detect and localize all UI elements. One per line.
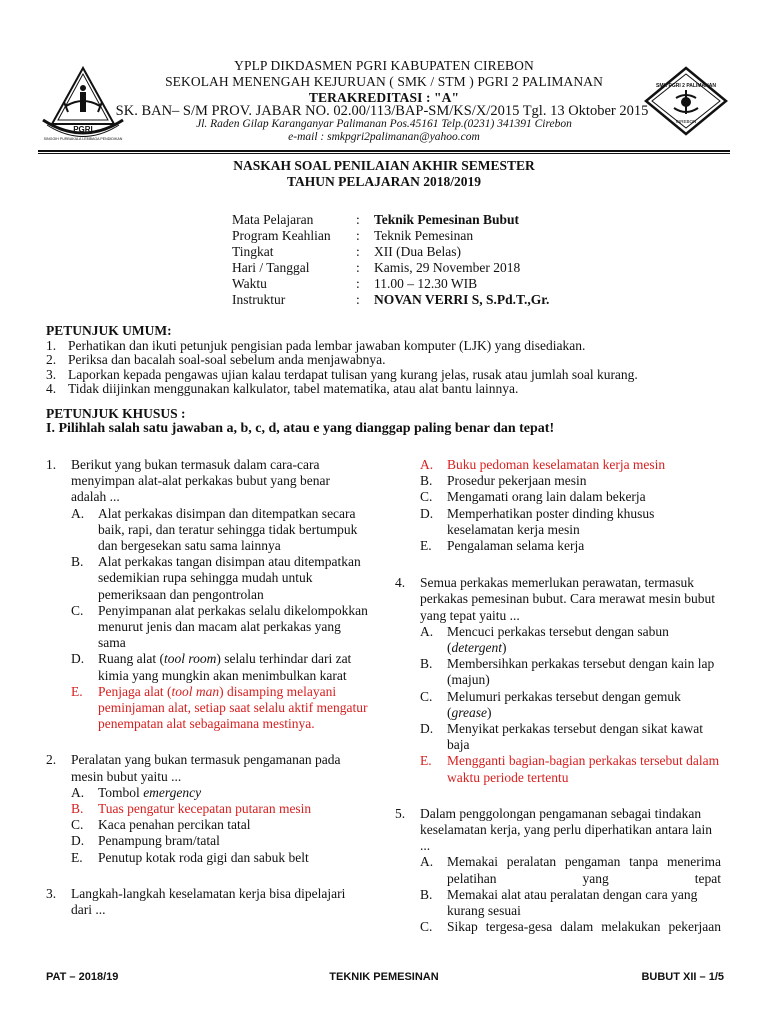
doc-title: NASKAH SOAL PENILAIAN AKHIR SEMESTER: [233, 158, 535, 173]
option-text: Pengalaman selama kerja: [447, 538, 585, 554]
question-text: Semua perkakas memerlukan perawatan, termasuk perkakas pemesinan bubut. Cara merawat mesin bubut yang tepat yaitu ...: [420, 575, 716, 623]
option-text: Prosedur pekerjaan mesin: [447, 473, 587, 489]
question-number: 1.: [46, 457, 57, 472]
pgri-logo-text: PGRI: [73, 125, 93, 134]
header-email: e-mail : smkpgri2palimanan@yahoo.com: [288, 131, 480, 143]
questions-left-column: [46, 457, 368, 938]
option-letter: A.: [420, 623, 434, 639]
option: [420, 473, 721, 489]
info-label: Waktu: [232, 276, 267, 291]
option-text-italic: detergent: [451, 640, 502, 656]
option-text: [98, 785, 368, 801]
option: [71, 651, 368, 683]
school-logo-text: SMK PGRI 2 PALIMANAN: [656, 83, 716, 89]
info-label: Instruktur: [232, 292, 286, 307]
question-options: [420, 624, 721, 786]
option-letter: C.: [420, 489, 433, 505]
general-item-text: Tidak diijinkan menggunakan kalkulator, tabel matematika, atau alat bantu lainnya.: [68, 381, 519, 396]
question-number: 4.: [395, 575, 406, 591]
option-letter: C.: [71, 817, 84, 833]
info-label: Mata Pelajaran: [232, 212, 314, 227]
option: [420, 887, 721, 919]
question-options: [71, 506, 368, 733]
option: [420, 689, 721, 721]
option-text: Menyikat perkakas tersebut dengan sikat kawat baja: [447, 721, 704, 753]
info-separator: :: [356, 260, 360, 275]
question-number: 2.: [46, 752, 57, 768]
header-accreditation: TERAKREDITASI : "A": [308, 90, 460, 105]
question-text: Peralatan yang bukan termasuk pengamanan pada mesin bubut yaitu ...: [71, 752, 341, 784]
option-text: Alat perkakas tangan disimpan atau ditempatkan sedemikian rupa sehingga mudah untuk pemeriksaan dan pengontrolan: [98, 554, 361, 602]
option-letter: A.: [71, 505, 85, 521]
option-letter: D.: [71, 833, 85, 849]
option-text: Penampung bram/tatal: [98, 833, 220, 849]
option-letter: C.: [420, 919, 433, 935]
general-item-text: Periksa dan bacalah soal-soal sebelum anda menjawabnya.: [68, 352, 386, 367]
option-text-italic: tool room: [163, 651, 217, 667]
option: [420, 656, 721, 688]
option-letter: D.: [420, 505, 434, 521]
option-text: Memakai peralatan pengaman tanpa menerima pelatihan yang tepat: [447, 854, 721, 886]
special-heading: PETUNJUK KHUSUS :: [46, 406, 186, 421]
option-text: Membersihkan perkakas tersebut dengan kain lap (majun): [447, 656, 715, 688]
general-item-text: Perhatikan dan ikuti petunjuk pengisian pada lembar jawaban komputer (LJK) yang disediakan.: [68, 337, 586, 353]
special-instructions: [46, 407, 736, 436]
option: [420, 919, 721, 935]
q3-options-continued: [420, 457, 721, 554]
special-instruction: I. Pilihlah salah satu jawaban a, b, c, d, atau e yang dianggap paling benar dan tepat!: [46, 420, 555, 436]
option-letter: E.: [420, 538, 432, 554]
info-value: NOVAN VERRI S, S.Pd.T.,Gr.: [374, 292, 550, 307]
question: [46, 752, 368, 865]
header-divider: [38, 150, 730, 152]
option: [420, 721, 721, 753]
question-number: 3.: [46, 885, 57, 901]
info-separator: :: [356, 212, 360, 227]
general-item-number: 2.: [46, 352, 57, 367]
option: [71, 785, 368, 801]
option-text: Penyimpanan alat perkakas selalu dikelompokkan menurut jenis dan macam alat perkakas yang sama: [98, 602, 368, 651]
questions-right-column: [395, 457, 721, 955]
general-item: [46, 382, 736, 397]
option-letter: B.: [420, 886, 433, 902]
option: [420, 624, 721, 656]
question-options: [71, 785, 368, 866]
question: [395, 575, 721, 786]
option-letter: D.: [71, 651, 85, 667]
question: [46, 886, 368, 918]
info-value: XII (Dua Belas): [374, 244, 461, 259]
option-text: [447, 624, 721, 656]
info-separator: :: [356, 228, 360, 243]
option-text-post: ) selalu terhindar dari zat kimia yang mungkin akan menimbulkan karat: [98, 651, 352, 683]
option-text-pre: Tombol: [98, 784, 144, 800]
option-letter: E.: [71, 849, 83, 865]
option-letter: D.: [420, 721, 434, 737]
option-text-pre: Mencuci perkakas tersebut dengan sabun (: [447, 623, 669, 656]
option-text-pre: Ruang alat (: [98, 651, 164, 667]
option-text: Tuas pengatur kecepatan putaran mesin: [98, 801, 312, 817]
option-letter: A.: [420, 854, 434, 870]
option: [420, 538, 721, 554]
question-text: Dalam penggolongan pengamanan sebagai tindakan keselamatan kerja, yang perlu diperhatikan antara lain ...: [420, 805, 712, 854]
info-value: 11.00 – 12.30 WIB: [374, 276, 478, 291]
info-label: Program Keahlian: [232, 228, 331, 243]
general-item-number: 1.: [46, 337, 57, 353]
option-text-post: ) disamping melayani peminjaman alat, setiap saat selalu aktif mengatur penempatan alat sebagaimana mestinya.: [98, 683, 368, 732]
question-number: 5.: [395, 805, 406, 821]
info-value: Teknik Pemesinan: [374, 228, 474, 243]
general-item-number: 3.: [46, 366, 57, 382]
option-text-italic: tool man: [171, 683, 220, 699]
footer-left: PAT – 2018/19: [46, 971, 119, 983]
info-value: Kamis, 29 November 2018: [374, 260, 521, 275]
general-heading: PETUNJUK UMUM:: [46, 323, 172, 338]
info-separator: :: [356, 276, 360, 291]
option: [71, 850, 368, 866]
header-school-name: SEKOLAH MENENGAH KEJURUAN ( SMK / STM ) PGRI 2 PALIMANAN: [165, 74, 603, 89]
option-letter: E.: [420, 753, 432, 769]
option-text: Memperhatikan poster dinding khusus keselamatan kerja mesin: [447, 505, 655, 537]
doc-year: TAHUN PELAJARAN 2018/2019: [286, 174, 481, 189]
option-text: Penutup kotak roda gigi dan sabuk belt: [98, 849, 309, 865]
option-text-italic: emergency: [143, 784, 202, 800]
option-text-post: ): [501, 640, 507, 656]
info-separator: :: [356, 244, 360, 259]
option-correct: [420, 753, 721, 785]
option-correct: [420, 457, 721, 473]
option-text: [98, 651, 368, 683]
question: [395, 806, 721, 936]
info-label: Tingkat: [232, 244, 274, 259]
option-letter: A.: [420, 457, 434, 472]
info-value: Teknik Pemesinan Bubut: [374, 212, 520, 227]
option-text: [98, 684, 368, 733]
question: [46, 457, 368, 732]
option: [71, 833, 368, 849]
general-item: [46, 368, 736, 383]
header-foundation: YPLP DIKDASMEN PGRI KABUPATEN CIREBON: [234, 58, 534, 73]
question-options: [420, 854, 721, 935]
footer-center: TEKNIK PEMESINAN: [329, 971, 439, 983]
option-letter: E.: [71, 683, 83, 699]
info-label: Hari / Tanggal: [232, 260, 310, 275]
general-item-text: Laporkan kepada pengawas ujian kalau terdapat tulisan yang kurang jelas, rusak atau jumlah soal kurang.: [68, 366, 638, 382]
question-text: Berikut yang bukan termasuk dalam cara-cara menyimpan alat-alat perkakas bubut yang benar adalah ...: [71, 457, 331, 505]
option-text: Memakai alat atau peralatan dengan cara yang kurang sesuai: [447, 886, 698, 919]
option-text-pre: Melumuri perkakas tersebut dengan gemuk (: [447, 688, 681, 720]
school-logo-sub: CIREBON: [675, 119, 697, 124]
option-text: [447, 689, 721, 721]
option-letter: B.: [71, 801, 84, 817]
option-letter: B.: [71, 554, 84, 570]
option-text-pre: Penjaga alat (: [98, 683, 172, 699]
option-letter: A.: [71, 784, 85, 800]
option-letter: B.: [420, 656, 433, 672]
pgri-logo-motto: SINGGIH PURBAKALA LEMBAGA PENDIDIKAN: [43, 137, 123, 141]
option-text-post: ): [487, 704, 492, 720]
general-instructions: [46, 324, 736, 397]
option-text: Alat perkakas disimpan dan ditempatkan secara baik, rapi, dan teratur sehingga tidak bertumpuk dan bergesekan satu sama lainnya: [98, 505, 358, 554]
header-divider-thin: [38, 153, 730, 154]
option: [420, 506, 721, 538]
header-sk-ban: SK. BAN– S/M PROV. JABAR NO. 02.00/113/BAP-SM/KS/X/2015 Tgl. 13 Oktober 2015: [115, 103, 649, 119]
option: [71, 554, 368, 603]
general-item: [46, 339, 736, 354]
general-item: [46, 353, 736, 368]
option-text: Kaca penahan percikan tatal: [98, 817, 251, 833]
general-item-number: 4.: [46, 381, 57, 396]
option-text-italic: grease: [451, 704, 487, 720]
option: [420, 489, 721, 505]
option-letter: C.: [420, 688, 433, 704]
header-address: Jl. Raden Gilap Karanganyar Palimanan Pos.45161 Telp.(0231) 341391 Cirebon: [196, 118, 572, 130]
option-text: Mengamati orang lain dalam bekerja: [447, 489, 646, 505]
option-correct: [71, 684, 368, 733]
option: [420, 854, 721, 886]
option: [71, 506, 368, 555]
option-correct: [71, 801, 368, 817]
question-text: Langkah-langkah keselamatan kerja bisa dipelajari dari ...: [71, 885, 346, 918]
option: [71, 603, 368, 652]
footer-right: BUBUT XII – 1/5: [641, 971, 724, 983]
option-text: Buku pedoman keselamatan kerja mesin: [447, 457, 666, 472]
option-letter: C.: [71, 602, 84, 618]
option: [71, 817, 368, 833]
option-letter: B.: [420, 473, 433, 489]
option-text: Mengganti bagian-bagian perkakas tersebut dalam waktu periode tertentu: [447, 753, 720, 785]
option-text: Sikap tergesa-gesa dalam melakukan pekerjaan: [447, 919, 721, 935]
info-separator: :: [356, 292, 360, 307]
